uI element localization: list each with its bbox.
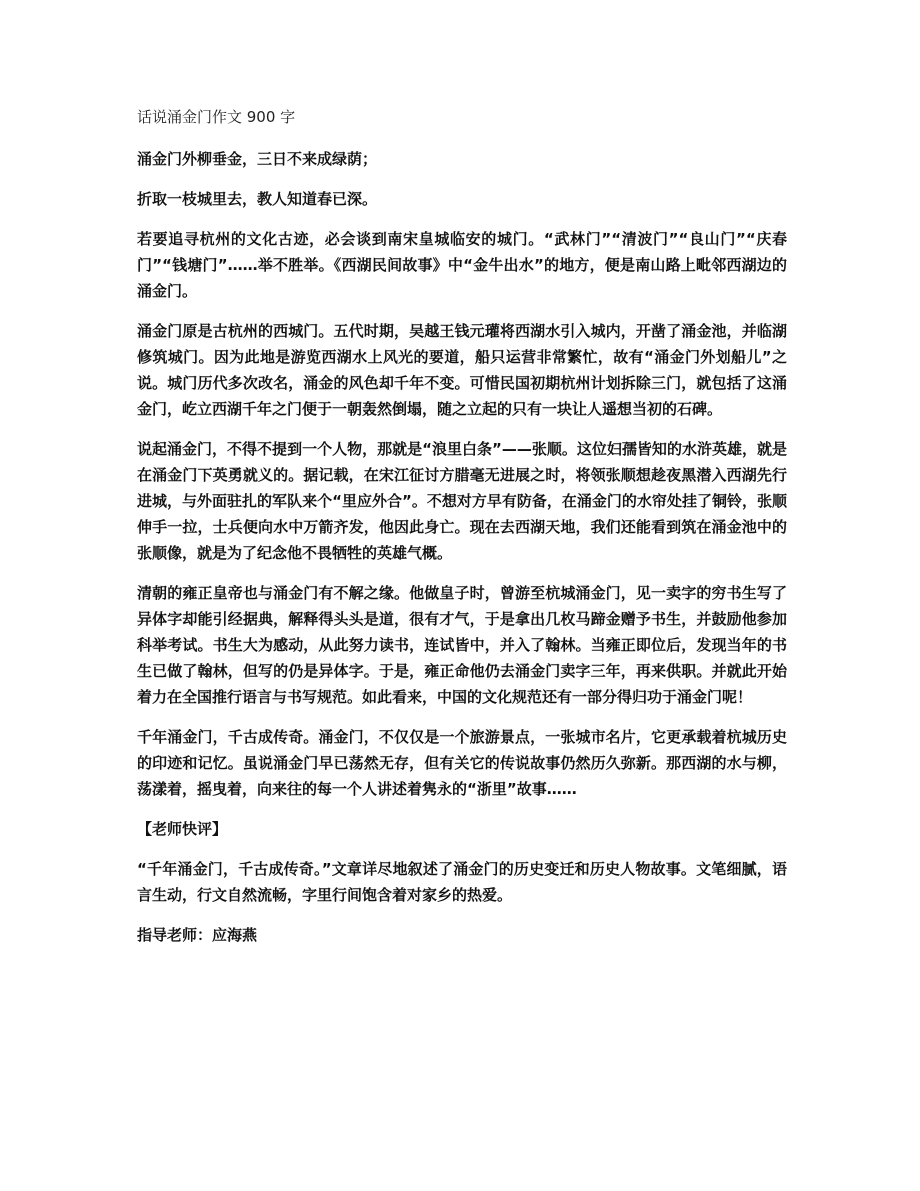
document-title: 话说涌金门作文 900 字 <box>137 108 296 126</box>
teacher-comment-label: 【老师快评】 <box>137 820 228 838</box>
paragraph-1: 若要追寻杭州的文化古迹，必会谈到南宋皇城临安的城门。“武林门”“清波门”“良山门”“庆春门”“钱塘门”……举不胜举。《西湖民间故事》中“金牛出水”的地方，便是南山路上毗邻西湖边的涌金门。 <box>137 230 787 300</box>
document-page <box>137 106 787 948</box>
paragraph-3: 说起涌金门，不得不提到一个人物，那就是“浪里白条”——张顺。这位妇孺皆知的水浒英雄，就是在涌金门下英勇就义的。据记载，在宋江征讨方腊毫无进展之时，将领张顺想趁夜黑潜入西湖先行进城，与外面驻扎的军队来个“里应外合”。不想对方早有防备，在涌金门的水帘处挂了铜铃，张顺伸手一拉，士兵便向水中万箭齐发，他因此身亡。现在去西湖天地，我们还能看到筑在涌金池中的张顺像，就是为了纪念他不畏牺牲的英雄气概。 <box>137 440 787 562</box>
paragraph-4: 清朝的雍正皇帝也与涌金门有不解之缘。他做皇子时，曾游至杭城涌金门，见一卖字的穷书生写了异体字却能引经据典，解释得头头是道，很有才气，于是拿出几枚马蹄金赠予书生，并鼓励他参加科举考试。书生大为感动，从此努力读书，连试皆中，并入了翰林。当雍正即位后，发现当年的书生已做了翰林，但写的仍是异体字。于是，雍正命他仍去涌金门卖字三年，再来供职。并就此开始着力在全国推行语言与书写规范。如此看来，中国的文化规范还有一部分得归功于涌金门呢！ <box>137 584 787 706</box>
paragraph-2: 涌金门原是古杭州的西城门。五代时期，吴越王钱元瓘将西湖水引入城内，开凿了涌金池，并临湖修筑城门。因为此地是游览西湖水上风光的要道，船只运营非常繁忙，故有“涌金门外划船儿”之说。城门历代多次改名，涌金的风色却千年不变。可惜民国初期杭州计划拆除三门，就包括了这涌金门，屹立西湖千年之门便于一朝轰然倒塌，随之立起的只有一块让人遥想当初的石碑。 <box>137 322 787 418</box>
paragraph-5: 千年涌金门，千古成传奇。涌金门，不仅仅是一个旅游景点，一张城市名片，它更承载着杭城历史的印迹和记忆。虽说涌金门早已荡然无存，但有关它的传说故事仍然历久弥新。那西湖的水与柳，荡漾着，摇曳着，向来往的每一个人讲述着隽永的“浙里”故事…… <box>137 728 787 798</box>
poem-line-1: 涌金门外柳垂金，三日不来成绿荫； <box>137 150 378 168</box>
poem-line-2: 折取一枝城里去，教人知道春已深。 <box>137 190 378 208</box>
teacher-comment: “千年涌金门，千古成传奇。”文章详尽地叙述了涌金门的历史变迁和历史人物故事。文笔细腻，语言生动，行文自然流畅，字里行间饱含着对家乡的热爱。 <box>137 860 787 904</box>
teacher-signature: 指导老师：应海燕 <box>137 926 258 944</box>
